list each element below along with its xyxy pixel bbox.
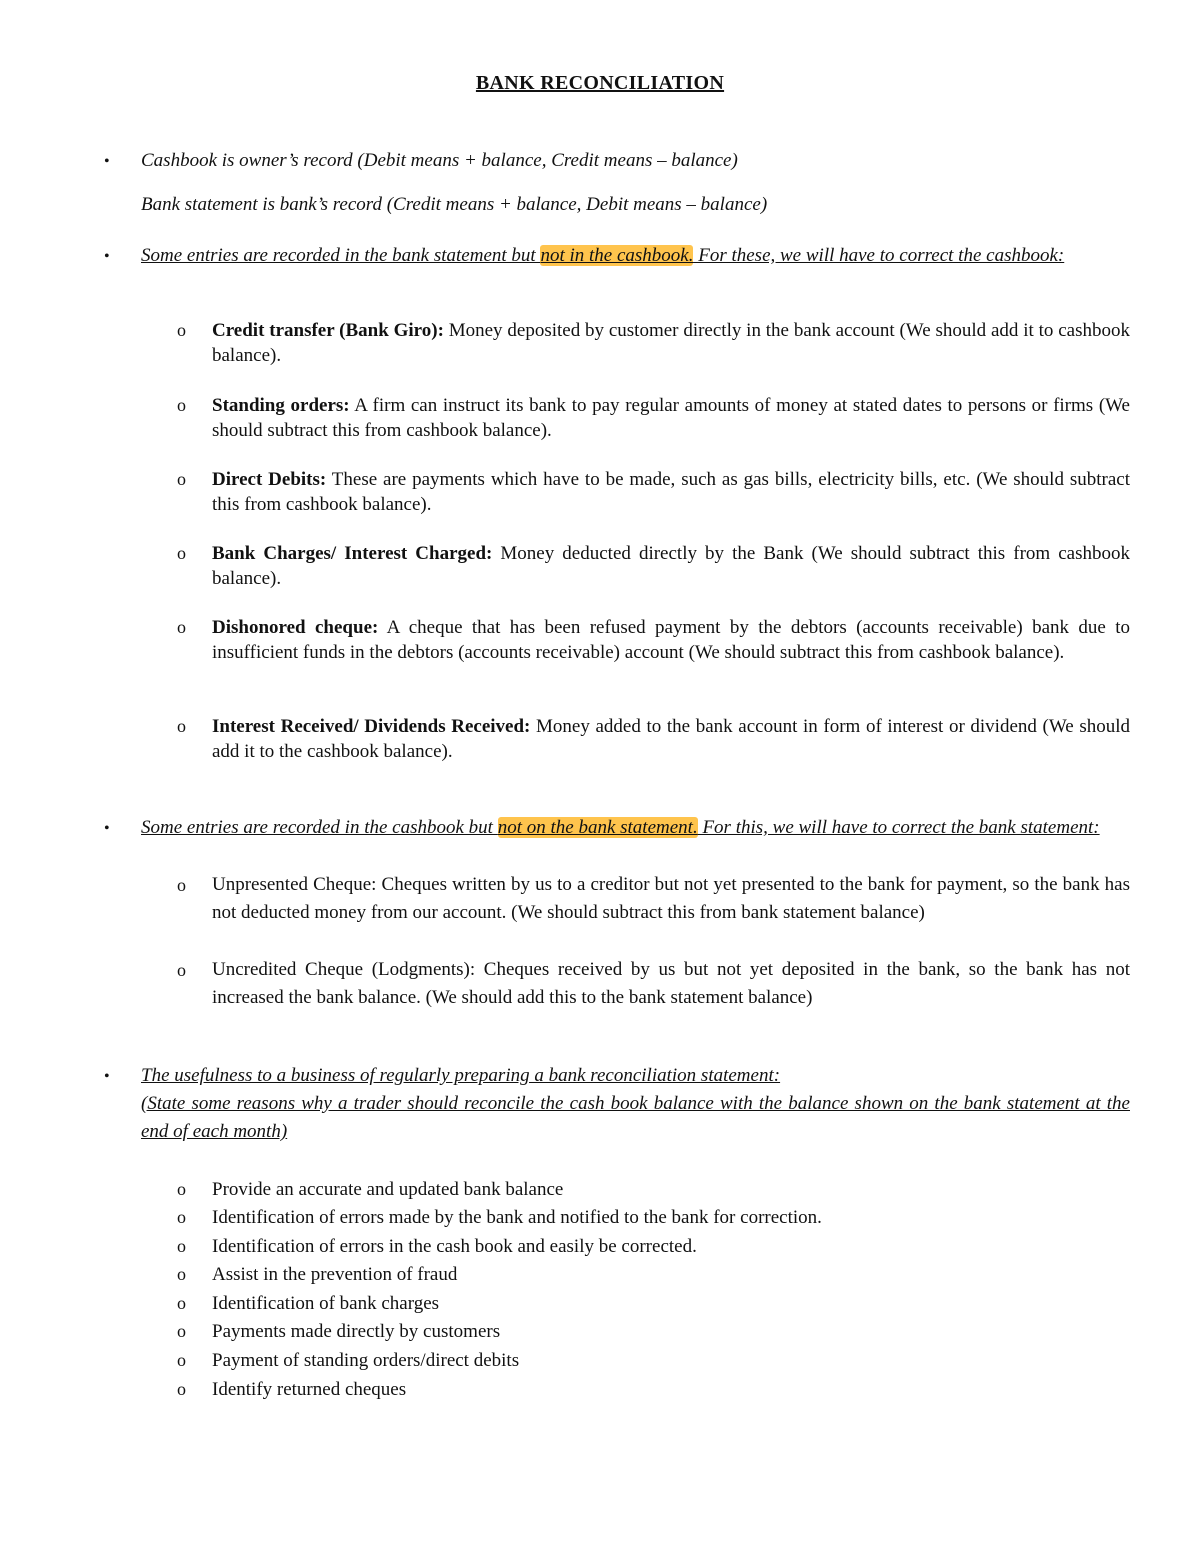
item-term: Interest Received/ Dividends Received: — [212, 716, 531, 737]
item-term: Credit transfer (Bank Giro): — [212, 320, 444, 341]
section1-item — [212, 615, 1130, 665]
sub-marker: o — [177, 320, 186, 340]
section1-item — [212, 318, 1130, 368]
item-term: Standing orders: — [212, 395, 350, 416]
sub-marker: o — [177, 395, 186, 415]
reason-item: Identification of errors made by the bank and notified to the bank for correction. — [212, 1207, 822, 1228]
section2-item: Unpresented Cheque: Cheques written by us to a creditor but not yet presented to the bank for payment, so the bank has not deducted money from our account. (We should subtract this from bank statement balance) — [212, 874, 1130, 923]
cashbook-definition: Cashbook is owner’s record (Debit means + balance, Credit means – balance) — [141, 150, 738, 171]
section3-subheading: (State some reasons why a trader should reconcile the cash book balance with the balance shown on the bank statement at the end of each month) — [141, 1093, 1130, 1142]
reason-item: Assist in the prevention of fraud — [212, 1264, 458, 1285]
bullet-marker: • — [104, 248, 110, 265]
item-text: A firm can instruct its bank to pay regular amounts of money at stated dates to persons or firms (We should subtract this from cashbook balance). — [212, 395, 1130, 441]
sub-marker: o — [177, 960, 186, 980]
section1-heading — [141, 243, 1130, 268]
section1-item — [212, 541, 1130, 591]
section2-heading-pre: Some entries are recorded in the cashbook but — [141, 817, 498, 838]
sub-marker: o — [177, 1293, 186, 1313]
reason-item: Identification of bank charges — [212, 1293, 440, 1314]
sub-marker: o — [177, 1179, 186, 1199]
sub-marker: o — [177, 1321, 186, 1341]
sub-marker: o — [177, 1350, 186, 1370]
bullet-marker: • — [104, 1068, 110, 1085]
reason-item: Identify returned cheques — [212, 1379, 407, 1400]
reason-item: Payment of standing orders/direct debits — [212, 1350, 520, 1371]
section2-heading — [141, 814, 1130, 842]
bullet-marker: • — [104, 820, 110, 837]
item-text: These are payments which have to be made, such as gas bills, electricity bills, etc. (We should subtract this from cashbook balance). — [212, 469, 1130, 515]
item-term: Dishonored cheque: — [212, 617, 379, 638]
item-term: Bank Charges/ Interest Charged: — [212, 543, 493, 564]
section1-item — [212, 467, 1130, 517]
section1-item — [212, 393, 1130, 443]
sub-marker: o — [177, 469, 186, 489]
item-text: A cheque that has been refused payment by the debtors (accounts receivable) bank due to insufficient funds in the debtors (accounts receivable) account (We should subtract this from cashbook balance). — [212, 617, 1130, 663]
section2-heading-highlight: not on the bank statement. — [497, 817, 698, 838]
section1-heading-highlight: not in the cashbook. — [540, 245, 694, 266]
sub-marker: o — [177, 1264, 186, 1284]
sub-marker: o — [177, 1207, 186, 1227]
section1-item — [212, 714, 1130, 764]
item-term: Direct Debits: — [212, 469, 327, 490]
page-title: BANK RECONCILIATION — [475, 72, 725, 94]
sub-marker: o — [177, 1379, 186, 1399]
sub-marker: o — [177, 875, 186, 895]
item-text: Money deposited by customer directly in the bank account (We should add it to cashbook balance). — [212, 320, 1130, 366]
reason-item: Identification of errors in the cash book and easily be corrected. — [212, 1236, 697, 1257]
reason-item: Provide an accurate and updated bank balance — [212, 1179, 564, 1200]
sub-marker: o — [177, 716, 186, 736]
bank-statement-definition: Bank statement is bank’s record (Credit means + balance, Debit means – balance) — [141, 194, 768, 215]
section2-item: Uncredited Cheque (Lodgments): Cheques received by us but not yet deposited in the bank, so the bank has not increased the bank balance. (We should add this to the bank statement balance) — [212, 959, 1130, 1008]
sub-marker: o — [177, 1236, 186, 1256]
sub-marker: o — [177, 543, 186, 563]
sub-marker: o — [177, 617, 186, 637]
reason-item: Payments made directly by customers — [212, 1321, 501, 1342]
section1-heading-post: For these, we will have to correct the cashbook: — [693, 245, 1065, 266]
item-text: Money deducted directly by the Bank (We should subtract this from cashbook balance). — [212, 543, 1130, 589]
section1-heading-pre: Some entries are recorded in the bank statement but — [141, 245, 541, 266]
bullet-marker: • — [104, 153, 110, 170]
section3-heading: The usefulness to a business of regularly preparing a bank reconciliation statement: — [141, 1065, 781, 1086]
item-text: Money added to the bank account in form of interest or dividend (We should add it to the cashbook balance). — [212, 716, 1130, 762]
section2-heading-post: For this, we will have to correct the bank statement: — [697, 817, 1100, 838]
